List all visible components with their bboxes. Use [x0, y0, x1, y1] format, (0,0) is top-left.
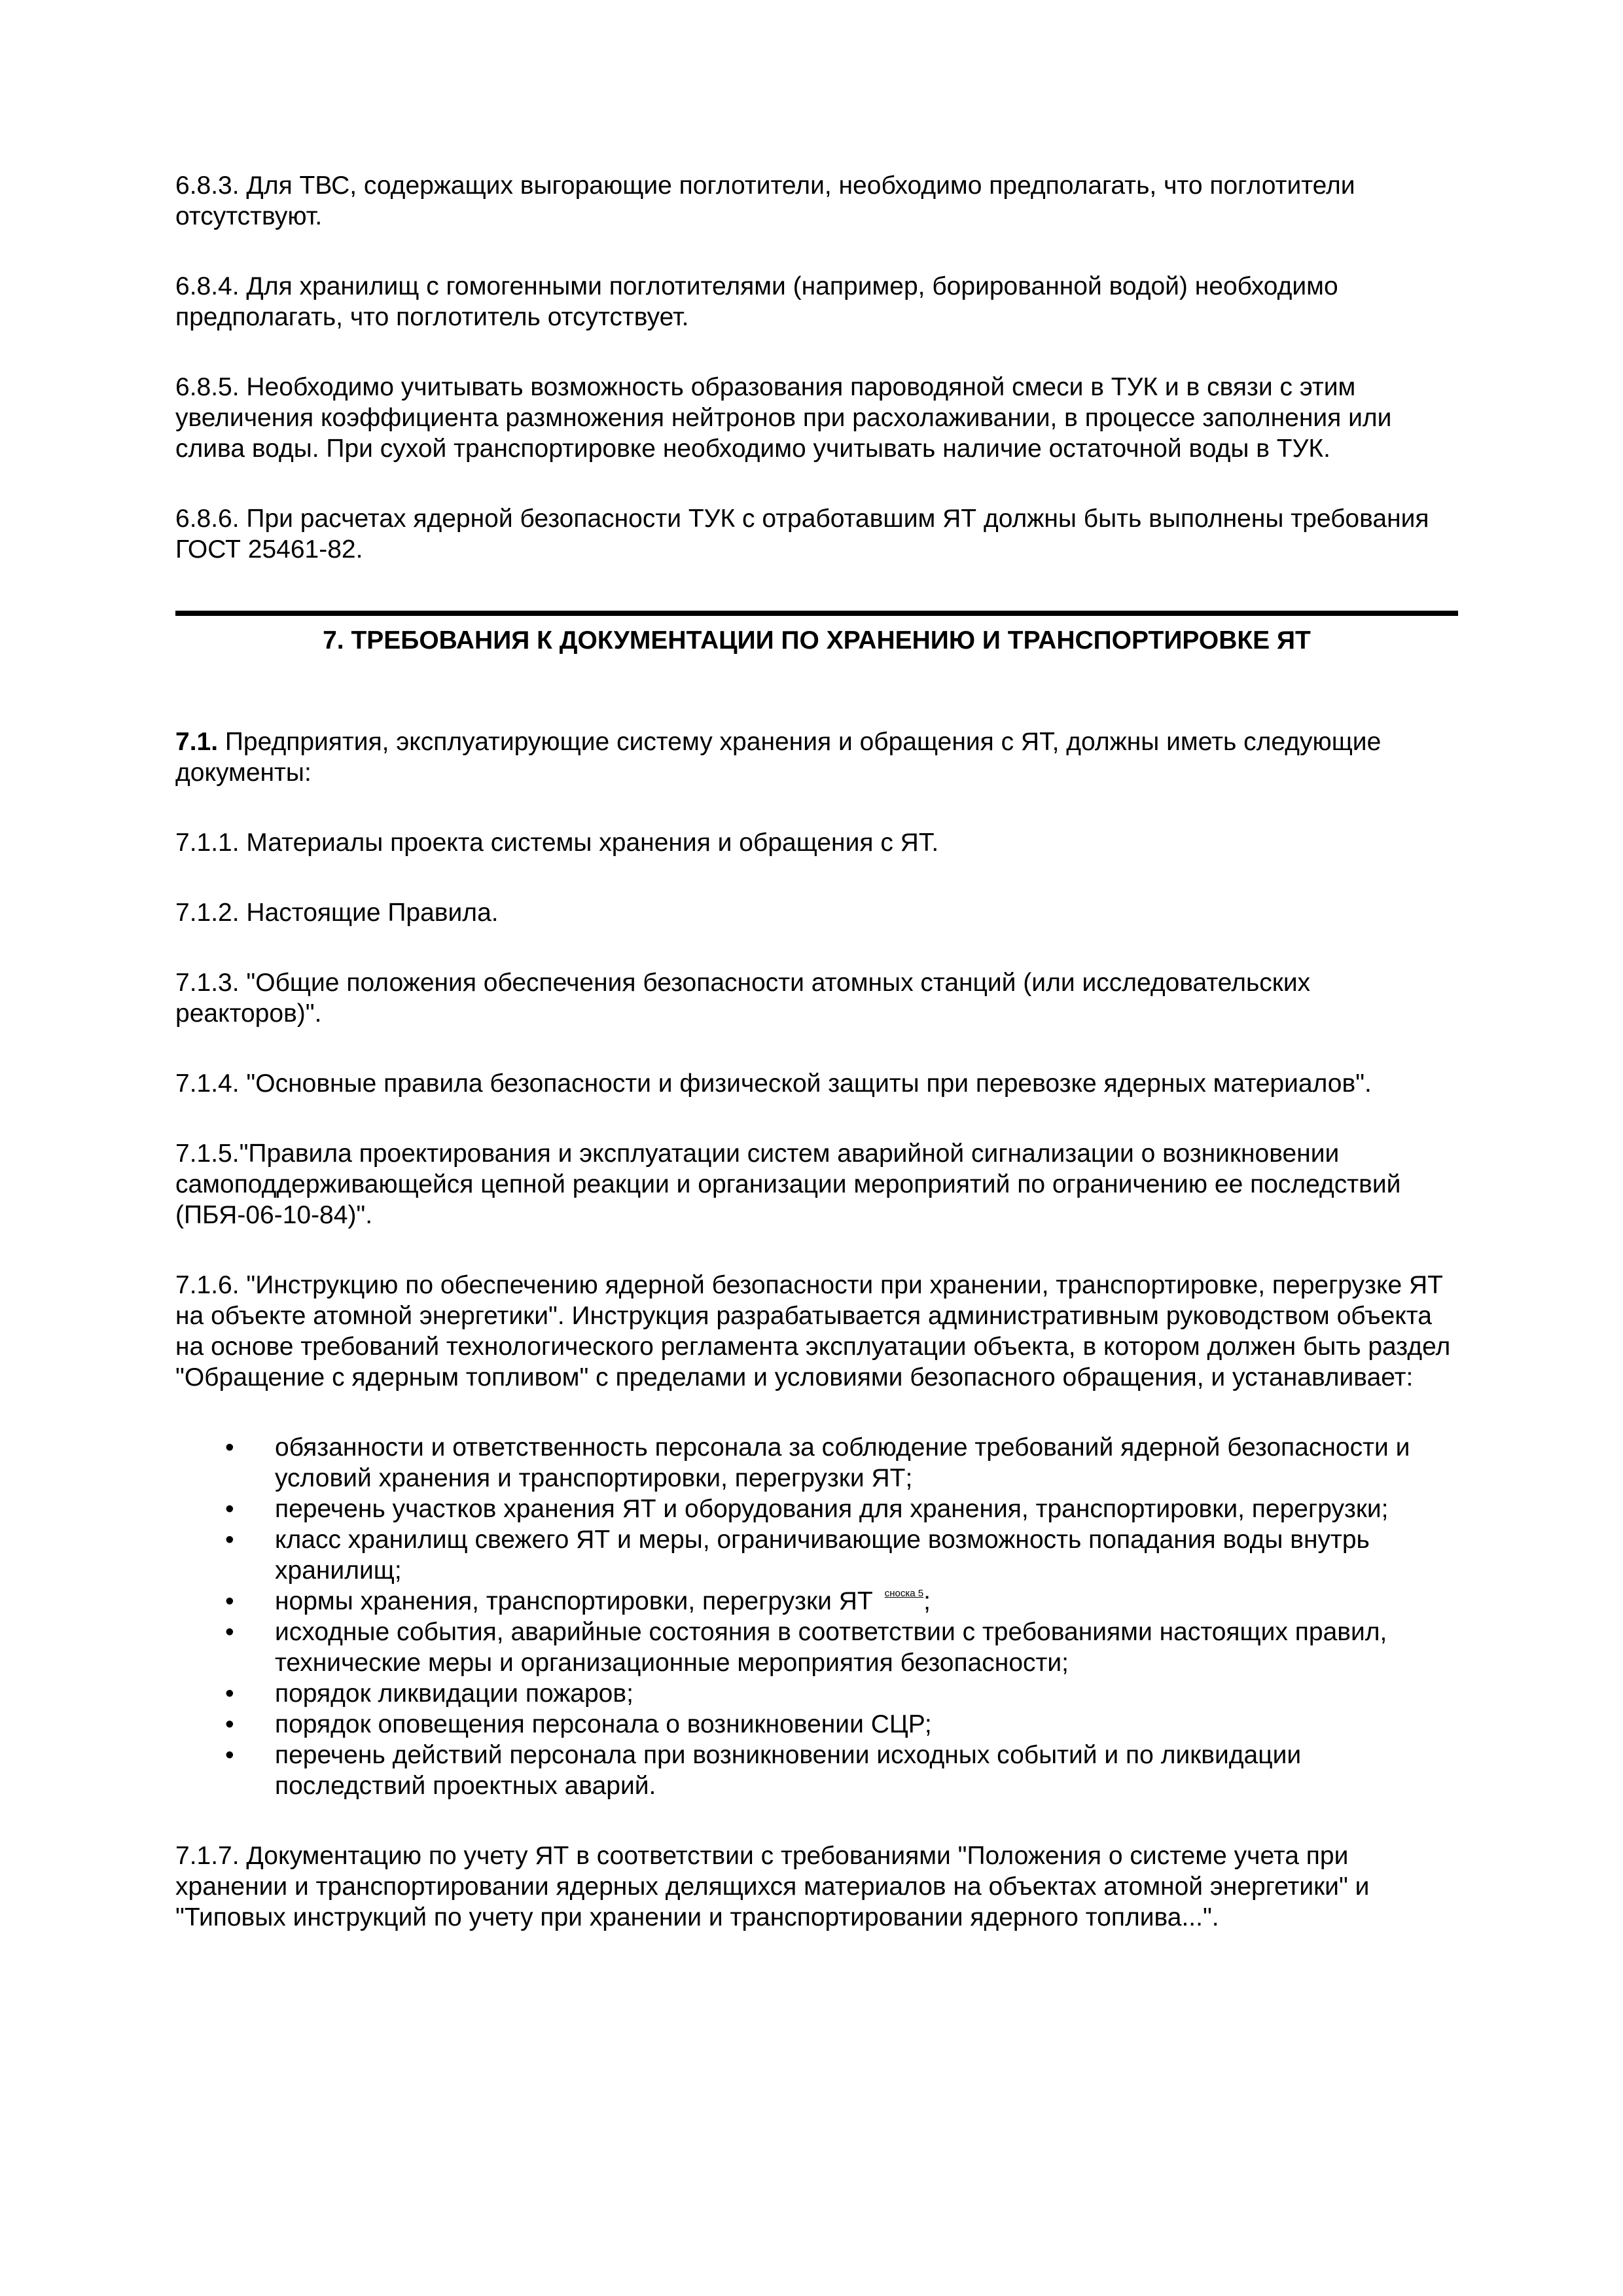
- bullet-icon: •: [225, 1495, 234, 1523]
- list-item-text: нормы хранения, транспортировки, перегрузки ЯТ: [275, 1587, 873, 1615]
- paragraph-7-1-6: 7.1.6. "Инструкцию по обеспечению ядерной безопасности при хранении, транспортировке, перегрузке ЯТ на объекте атомной энергетики". Инструкция разрабатывается административным руководством объекта на основе требований технологического регламента эксплуатации объекта, в котором должен быть раздел "Обращение с ядерным топливом" с пределами и условиями безопасного обращения, и устанавливает:: [175, 1271, 1451, 1391]
- bullet-icon: •: [225, 1710, 234, 1738]
- bullet-list: [175, 1432, 1458, 1801]
- list-item: [175, 1586, 1458, 1617]
- list-item: [175, 1678, 1458, 1709]
- paragraph-7-1-4: 7.1.4. "Основные правила безопасности и физической защиты при перевозке ядерных материалов".: [175, 1069, 1372, 1098]
- list-item: [175, 1709, 1458, 1740]
- paragraph-7-1-2: 7.1.2. Настоящие Правила.: [175, 899, 499, 927]
- list-item: [175, 1740, 1458, 1801]
- bullet-icon: •: [225, 1618, 234, 1646]
- paragraph-7-1-text: Предприятия, эксплуатирующие систему хранения и обращения с ЯТ, должны иметь следующие документы:: [175, 728, 1382, 787]
- list-item-text: перечень действий персонала при возникновении исходных событий и по ликвидации последствий проектных аварий.: [275, 1741, 1302, 1800]
- list-item: [175, 1494, 1458, 1524]
- list-item-text: обязанности и ответственность персонала за соблюдение требований ядерной безопасности и условий хранения и транспортировки, перегрузки ЯТ;: [275, 1433, 1410, 1492]
- paragraph-6-8-5: 6.8.5. Необходимо учитывать возможность образования пароводяной смеси в ТУК и в связи с этим увеличения коэффициента размножения нейтронов при расхолаживании, в процессе заполнения или слива воды. При сухой транспортировке необходимо учитывать наличие остаточной воды в ТУК.: [175, 373, 1392, 463]
- list-item-end: ;: [923, 1587, 931, 1615]
- paragraph-6-8-4: 6.8.4. Для хранилищ с гомогенными поглотителями (например, борированной водой) необходимо предполагать, что поглотитель отсутствует.: [175, 272, 1338, 331]
- list-item-text: порядок ликвидации пожаров;: [275, 1679, 633, 1708]
- paragraph-7-1-3: 7.1.3. "Общие положения обеспечения безопасности атомных станций (или исследовательских реакторов)".: [175, 969, 1311, 1028]
- bullet-icon: •: [225, 1433, 234, 1462]
- list-item-text: порядок оповещения персонала о возникновении СЦР;: [275, 1710, 932, 1738]
- paragraph-6-8-6: 6.8.6. При расчетах ядерной безопасности ТУК с отработавшим ЯТ должны быть выполнены требования ГОСТ 25461-82.: [175, 505, 1429, 564]
- bullet-icon: •: [225, 1679, 234, 1708]
- document-page: [175, 170, 1458, 1972]
- list-item: [175, 1524, 1458, 1586]
- paragraph-7-1-1: 7.1.1. Материалы проекта системы хранения и обращения с ЯТ.: [175, 829, 939, 857]
- list-item: [175, 1617, 1458, 1678]
- paragraph-7-1: [175, 726, 1458, 788]
- paragraph-7-1-number: 7.1.: [175, 728, 219, 756]
- paragraph-7-1-7: 7.1.7. Документацию по учету ЯТ в соответствии с требованиями "Положения о системе учета при хранении и транспортировании ядерных делящихся материалов на объектах атомной энергетики" и "Типовых инструкций по учету при хранении и транспортировании ядерного топлива...".: [175, 1842, 1370, 1931]
- paragraph-7-1-5: 7.1.5."Правила проектирования и эксплуатации систем аварийной сигнализации о возникновении самоподдерживающейся цепной реакции и организации мероприятий по ограничению ее последствий (ПБЯ-06-10-84)".: [175, 1139, 1401, 1229]
- list-item-text: класс хранилищ свежего ЯТ и меры, ограничивающие возможность попадания воды внутрь хранилищ;: [275, 1526, 1370, 1585]
- bullet-icon: •: [225, 1526, 234, 1554]
- bullet-icon: •: [225, 1587, 234, 1615]
- list-item: [175, 1432, 1458, 1494]
- bullet-icon: •: [225, 1741, 234, 1769]
- paragraph-6-8-3: 6.8.3. Для ТВС, содержащих выгорающие поглотители, необходимо предполагать, что поглотители отсутствуют.: [175, 171, 1355, 230]
- section-divider: [175, 611, 1458, 616]
- section-heading: 7. ТРЕБОВАНИЯ К ДОКУМЕНТАЦИИ ПО ХРАНЕНИЮ И ТРАНСПОРТИРОВКЕ ЯТ: [323, 626, 1311, 655]
- list-item-text: исходные события, аварийные состояния в соответствии с требованиями настоящих правил, технические меры и организационные мероприятия безопасности;: [275, 1618, 1387, 1677]
- footnote-link[interactable]: сноска 5: [884, 1588, 924, 1599]
- list-item-text: перечень участков хранения ЯТ и оборудования для хранения, транспортировки, перегрузки;: [275, 1495, 1389, 1523]
